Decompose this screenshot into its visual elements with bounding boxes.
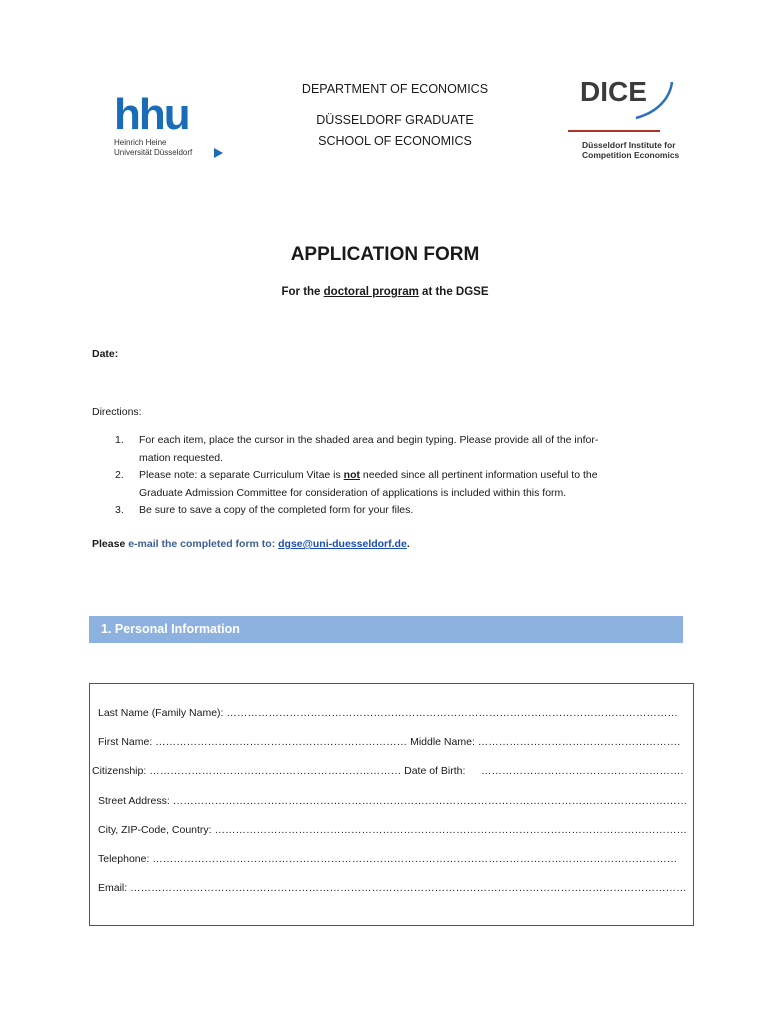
directions-label: Directions: [92,406,142,418]
dice-logo [568,76,683,166]
email-instruction [92,538,410,550]
citizenship-field[interactable]: Citizenship: ……………………………………………………………… Date of Birth: [92,765,466,777]
section-title: 1. Personal Information [101,622,240,636]
first-middle-name-field[interactable]: First Name: ……………………………………………………………… Middle Name: …………………………………………………. [98,736,681,748]
direction-number: 3. [115,504,124,516]
hhu-logo-mark: hhu [114,90,189,139]
page-subtitle [0,286,770,298]
email-instruction-pre: Please [92,538,129,550]
subtitle-pre: For the [281,286,324,298]
department-name: DEPARTMENT OF ECONOMICS [301,82,489,96]
subtitle-underlined: doctoral program [323,286,419,298]
direction-item [92,467,672,502]
direction-text-post: needed since all pertinent information useful to the [360,469,598,481]
directions-list [92,432,672,520]
school-name-line1: DÜSSELDORF GRADUATE [316,113,474,127]
dice-logo-mark: DICE [580,76,647,107]
hhu-logo [114,90,229,162]
dice-swoosh-icon [634,80,676,120]
dice-logo-line1: Düsseldorf Institute for [582,140,676,150]
direction-emphasis: not [343,469,360,481]
section-personal-information [89,616,683,643]
direction-text: Be sure to save a copy of the completed form for your files. [139,504,414,516]
email-instruction-mid: e-mail the completed form to: [128,538,279,550]
hhu-logo-line2: Universität Düsseldorf [114,148,193,157]
direction-item [92,432,672,467]
direction-text: Please note: a separate Curriculum Vitae is [139,469,344,481]
direction-text-cont: mation requested. [139,451,224,464]
date-label: Date: [92,348,119,360]
hhu-logo-line1: Heinrich Heine [114,138,167,147]
street-address-field[interactable]: Street Address: ………………………………………………………………………………………………………………………………… [98,795,688,807]
dice-logo-line2: Competition Economics [582,150,680,160]
direction-item [92,502,672,520]
school-name-line2: SCHOOL OF ECONOMICS [318,134,472,148]
date-of-birth-field[interactable]: …………………………………………………. [481,765,684,777]
subtitle-post: at the DGSE [418,286,489,298]
email-field[interactable]: Email: …………………………………………………………………………………………………………………………………………… [98,882,687,894]
dice-divider [568,130,660,132]
telephone-field[interactable]: Telephone: …………………………………………………………………………………………………………………………………… [98,853,678,865]
email-instruction-post: . [406,538,410,550]
direction-number: 2. [115,469,124,481]
direction-text: For each item, place the cursor in the shaded area and begin typing. Please provide all of the infor- [139,434,599,446]
city-zip-country-field[interactable]: City, ZIP-Code, Country: ……………………………………………………………………………………………………………………… [98,824,688,836]
last-name-field[interactable]: Last Name (Family Name): ………………………………………………………………………………………………………………… [98,707,678,719]
dgse-email-link[interactable]: dgse@uni-duesseldorf.de [278,538,407,550]
personal-info-form [89,683,694,926]
direction-number: 1. [115,434,124,446]
direction-text-cont: Graduate Admission Committee for consideration of applications is included within this form. [139,486,567,499]
page-title: APPLICATION FORM [290,244,480,265]
hhu-arrow-icon [214,148,223,158]
